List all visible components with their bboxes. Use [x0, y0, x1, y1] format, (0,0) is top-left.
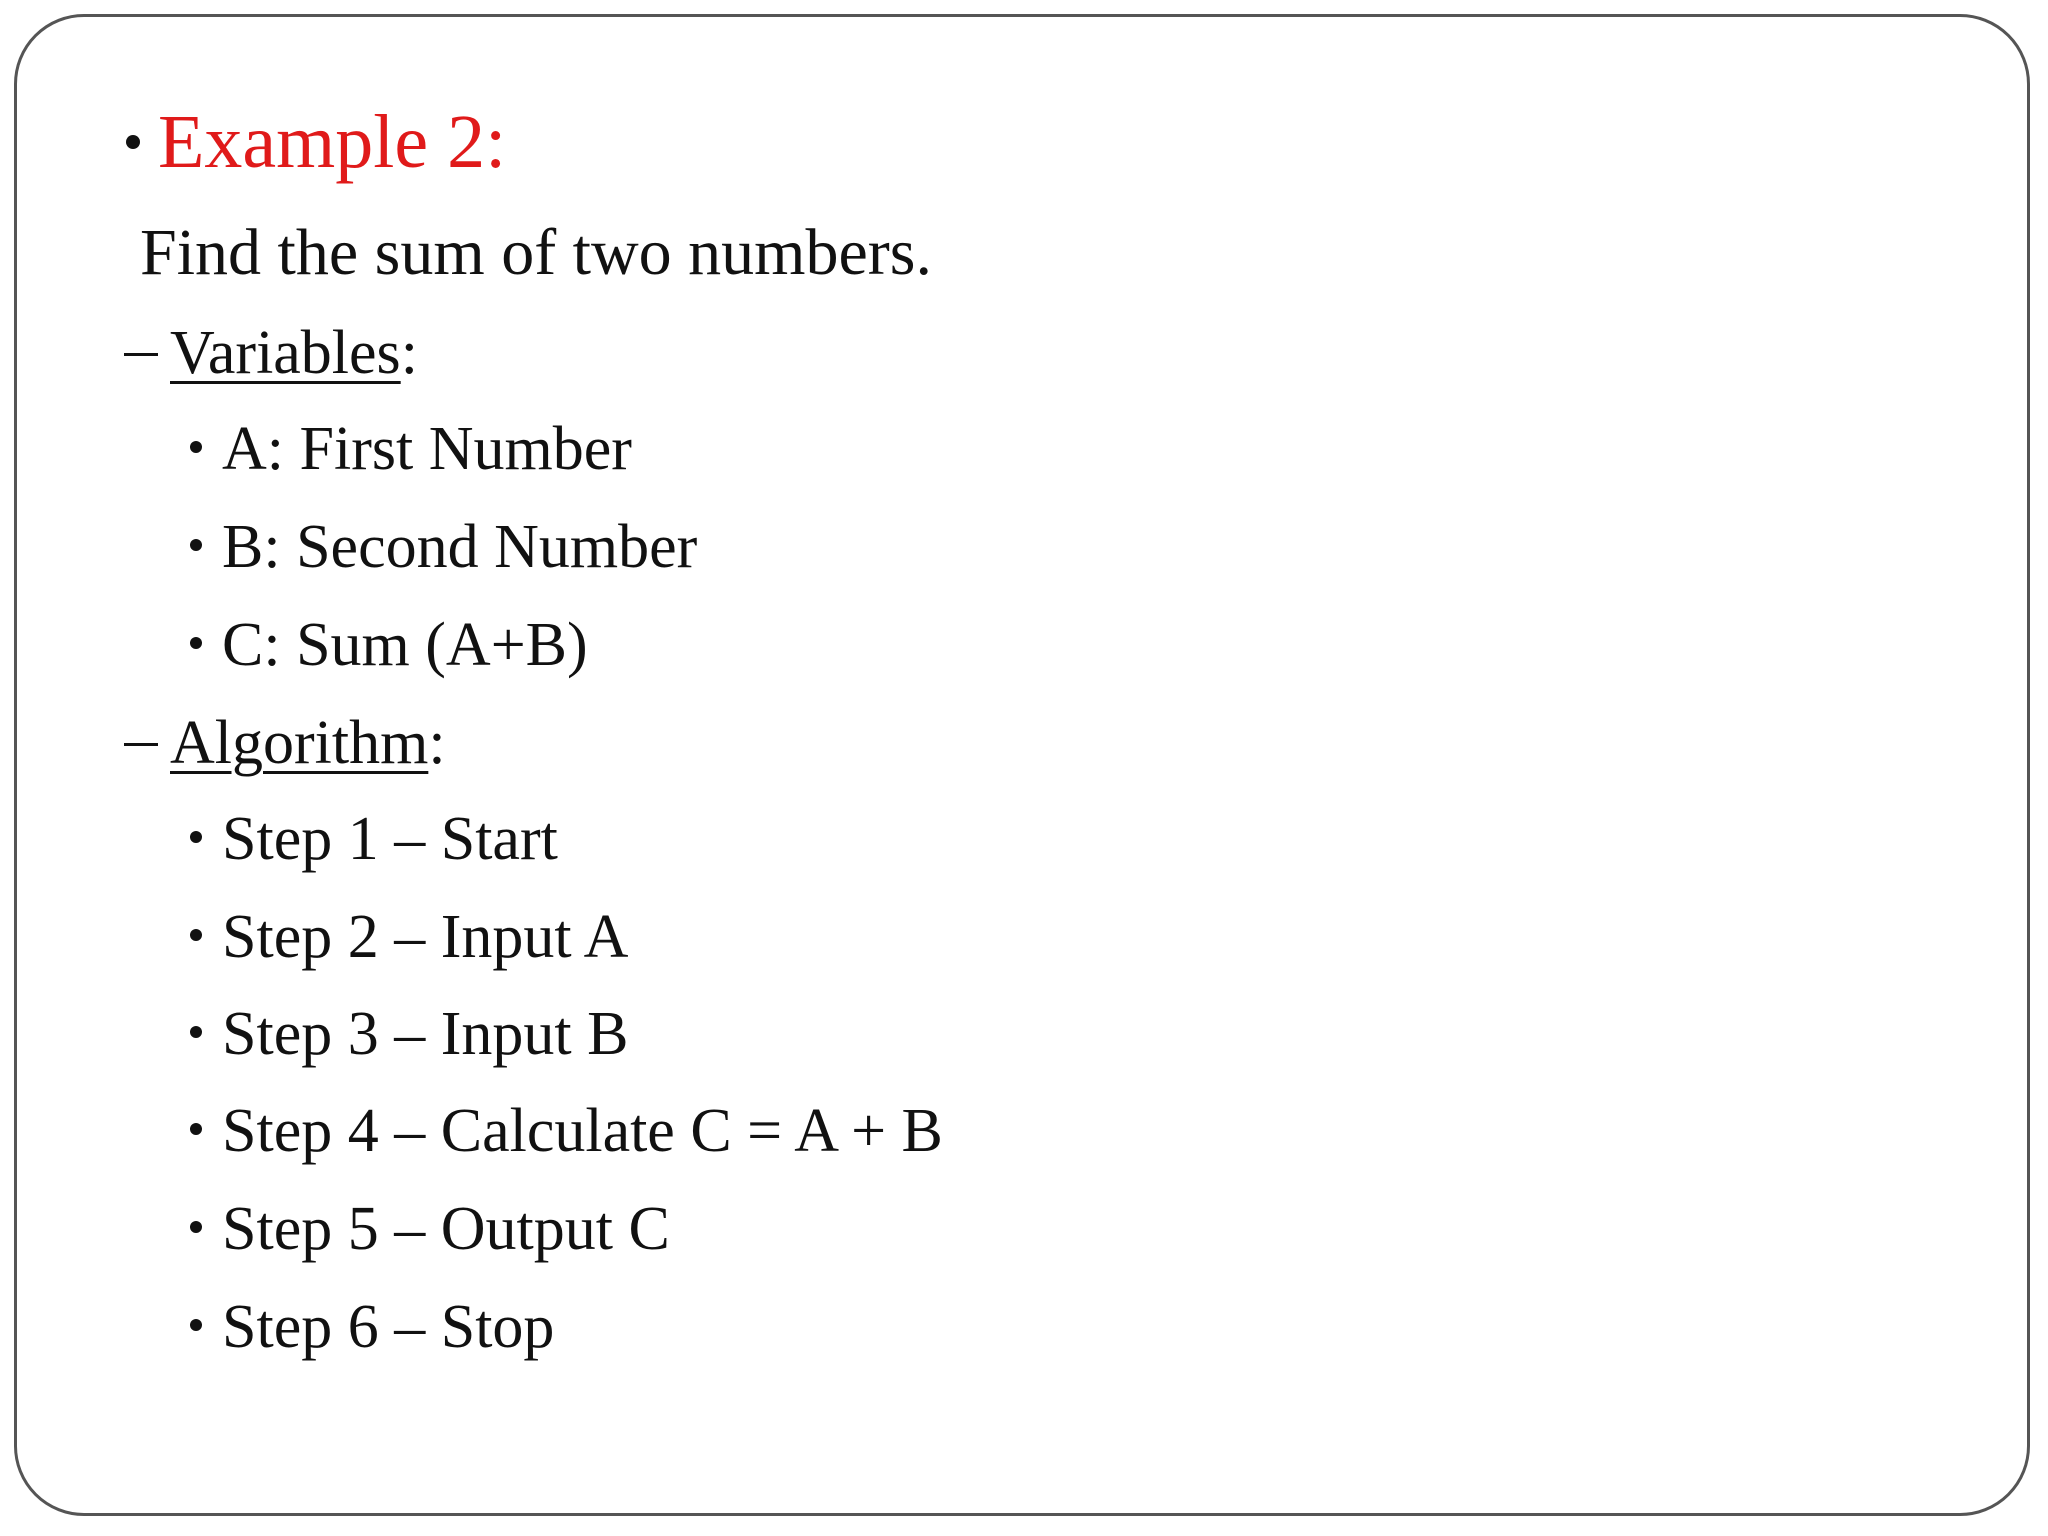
section-algorithm	[124, 709, 446, 777]
step-text: Step 3 – Input B	[222, 1000, 629, 1068]
bullet-icon	[190, 831, 202, 843]
section-algorithm-heading: Algorithm	[170, 709, 429, 777]
dash-icon	[124, 353, 158, 356]
list-item-step	[190, 1293, 555, 1361]
slide-title	[126, 100, 507, 184]
bullet-icon	[190, 929, 202, 941]
bullet-icon	[190, 637, 202, 649]
list-item-step	[190, 1097, 943, 1165]
slide-intro: Find the sum of two numbers.	[140, 216, 932, 289]
variable-text: A: First Number	[222, 415, 632, 483]
variable-text: B: Second Number	[222, 513, 698, 581]
bullet-icon	[190, 441, 202, 453]
list-item-variable	[190, 513, 698, 581]
list-item-step	[190, 805, 558, 873]
list-item-variable	[190, 415, 632, 483]
section-variables-colon: :	[400, 319, 418, 387]
bullet-icon	[190, 1123, 202, 1135]
bullet-icon	[190, 1221, 202, 1233]
title-bullet-icon	[126, 135, 140, 149]
bullet-icon	[190, 539, 202, 551]
dash-icon	[124, 743, 158, 746]
list-item-step	[190, 1000, 629, 1068]
slide-title-text: Example 2:	[158, 100, 507, 184]
variable-text: C: Sum (A+B)	[222, 611, 588, 679]
step-text: Step 1 – Start	[222, 805, 558, 873]
section-algorithm-colon: :	[428, 709, 446, 777]
step-text: Step 2 – Input A	[222, 903, 629, 971]
step-text: Step 5 – Output C	[222, 1195, 670, 1263]
list-item-step	[190, 903, 629, 971]
bullet-icon	[190, 1026, 202, 1038]
step-text: Step 6 – Stop	[222, 1293, 555, 1361]
list-item-variable	[190, 611, 588, 679]
bullet-icon	[190, 1319, 202, 1331]
list-item-step	[190, 1195, 670, 1263]
section-variables	[124, 319, 418, 387]
section-variables-heading: Variables	[170, 319, 401, 387]
step-text: Step 4 – Calculate C = A + B	[222, 1097, 943, 1165]
